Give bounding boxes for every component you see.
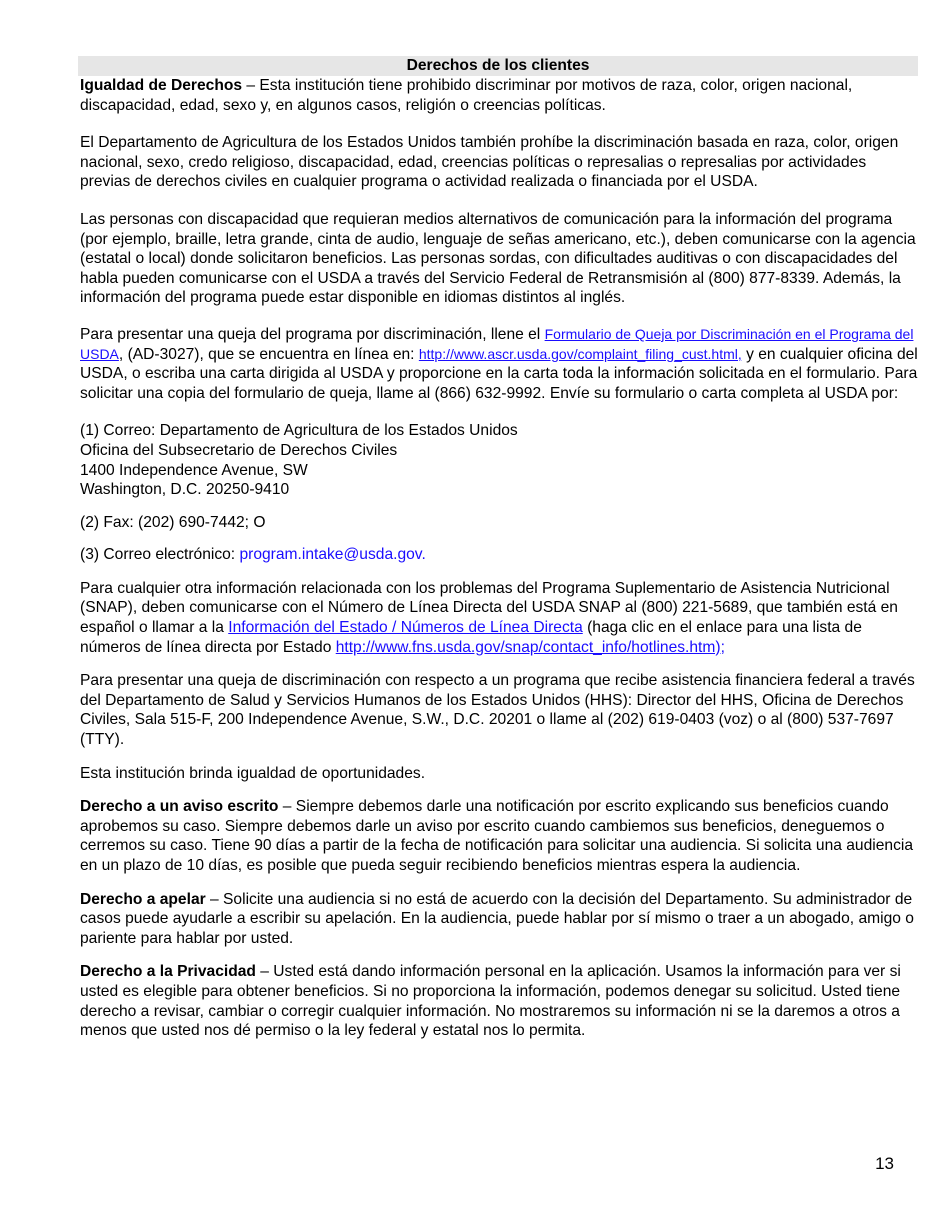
email-line xyxy=(80,545,918,565)
email-label: (3) Correo electrónico: xyxy=(80,546,240,564)
mail-line-2: Oficina del Subsecretario de Derechos Civiles xyxy=(80,441,398,459)
written-notice-text: – Siempre debemos darle una notificación por escrito explicando sus beneficios cuando aprobemos su caso. Siempre debemos darle un aviso por escrito cuando cambiemos sus beneficios, deneguemos o cerremos su caso. Tiene 90 días a partir de la fecha de notificación para solicitar una audiencia. Si solicita una audiencia en un plazo de 10 días, es posible que pueda seguir recibiendo beneficios mientras espera la audiencia. xyxy=(80,798,914,874)
privacy-heading: Derecho a la Privacidad xyxy=(80,963,256,981)
document-page xyxy=(80,56,918,1041)
mail-line-1: (1) Correo: Departamento de Agricultura de los Estados Unidos xyxy=(80,422,518,440)
fax-line: (2) Fax: (202) 690-7442; O xyxy=(80,513,266,531)
privacy-text: – Usted está dando información personal en la aplicación. Usamos la información para ver si usted es elegible para obtener beneficios. Si no proporciona la información, podemos denegar su solicitud. Usted tiene derecho a revisar, cambiar o corregir cualquier información. No mostraremos su información ni se la daremos a otros a menos que usted nos dé permiso o la ley federal y estatal nos lo permita. xyxy=(80,963,901,1040)
mail-line-3: 1400 Independence Avenue, SW xyxy=(80,461,308,479)
complaint-paragraph xyxy=(80,325,918,403)
equal-rights-text: – Esta institución tiene prohibido discriminar por motivos de raza, color, origen nacional, discapacidad, edad, sexo y, en algunos casos, religión o creencias políticas. xyxy=(80,77,853,114)
appeal-paragraph xyxy=(80,890,918,949)
email-address-link[interactable]: program.intake@usda.gov. xyxy=(239,546,426,564)
written-notice-heading: Derecho a un aviso escrito xyxy=(80,798,279,816)
page-number: 13 xyxy=(875,1154,894,1173)
hhs-paragraph: Para presentar una queja de discriminación con respecto a un programa que recibe asistencia financiera federal a través del Departamento de Salud y Servicios Humanos de los Estados Unidos (HHS): Director del HHS, Oficina de Derechos Civiles, Sala 515-F, 200 Independence Avenue, S.W., D.C. 20201 o llame al (202) 619-0403 (voz) o al (800) 537-7697 (TTY). xyxy=(80,672,915,749)
equal-rights-heading: Igualdad de Derechos xyxy=(80,77,243,94)
snap-text-2: (haga clic en el enlace para una lista de números de línea directa por Estado xyxy=(80,619,862,656)
mail-address-block xyxy=(80,421,918,499)
complaint-form-link[interactable]: Formulario de Queja por Discriminación en el Programa del USDA xyxy=(80,325,914,362)
disability-paragraph: Las personas con discapacidad que requieran medios alternativos de comunicación para la información del programa (por ejemplo, braille, letra grande, cinta de audio, lenguaje de señas americano, etc.), deben comunicarse con la agencia (estatal o local) donde solicitaron beneficios. Las personas sordas, con dificultades auditivas o con discapacidades del habla pueden comunicarse con el USDA a través del Servicio Federal de Retransmisión al (800) 877-8339. Además, la información del programa puede estar disponible en idiomas distintos al inglés. xyxy=(80,210,916,307)
privacy-paragraph xyxy=(80,962,918,1040)
written-notice-paragraph xyxy=(80,797,918,875)
equal-opportunity-paragraph: Esta institución brinda igualdad de oportunidades. xyxy=(80,764,426,782)
snap-info-paragraph xyxy=(80,579,918,657)
state-hotline-link[interactable]: Información del Estado / Números de Línea Directa xyxy=(228,619,583,637)
complaint-text-3: y en cualquier oficina del USDA, o escriba una carta dirigida al USDA y proporcione en la carta toda la información solicitada en el formulario. Para solicitar una copia del formulario de queja, llame al (866) 632-9992. Envíe su formulario o carta completa al USDA por: xyxy=(80,345,918,402)
equal-rights-paragraph xyxy=(80,76,918,115)
complaint-text-2: , (AD-3027), que se encuentra en línea en: xyxy=(118,345,419,363)
ascr-url-link[interactable]: http://www.ascr.usda.gov/complaint_filing_cust.html, xyxy=(418,345,742,362)
mail-line-4: Washington, D.C. 20250-9410 xyxy=(80,481,290,499)
hotlines-url-link[interactable]: http://www.fns.usda.gov/snap/contact_info/hotlines.htm); xyxy=(335,638,725,656)
appeal-heading: Derecho a apelar xyxy=(80,890,206,908)
snap-text-1: Para cualquier otra información relacionada con los problemas del Programa Suplementario de Asistencia Nutricional (SNAP), deben comunicarse con el Número de Línea Directa del USDA SNAP al (800) 221-5689, que también está en español o llamar a la xyxy=(80,579,898,637)
usda-prohibition-paragraph: El Departamento de Agricultura de los Estados Unidos también prohíbe la discriminación basada en raza, color, origen nacional, sexo, credo religioso, discapacidad, edad, creencias políticas o represalias o represalias por actividades previas de derechos civiles en cualquier programa o actividad realizada o financiada por el USDA. xyxy=(80,134,899,191)
section-title: Derechos de los clientes xyxy=(78,56,918,76)
appeal-text: – Solicite una audiencia si no está de acuerdo con la decisión del Departamento. Su administrador de casos puede ayudarle a escribir su apelación. En la audiencia, puede hablar por sí mismo o traer a un abogado, amigo o pariente para hablar por usted. xyxy=(80,890,914,947)
complaint-text-1: Para presentar una queja del programa por discriminación, llene el xyxy=(80,325,545,343)
